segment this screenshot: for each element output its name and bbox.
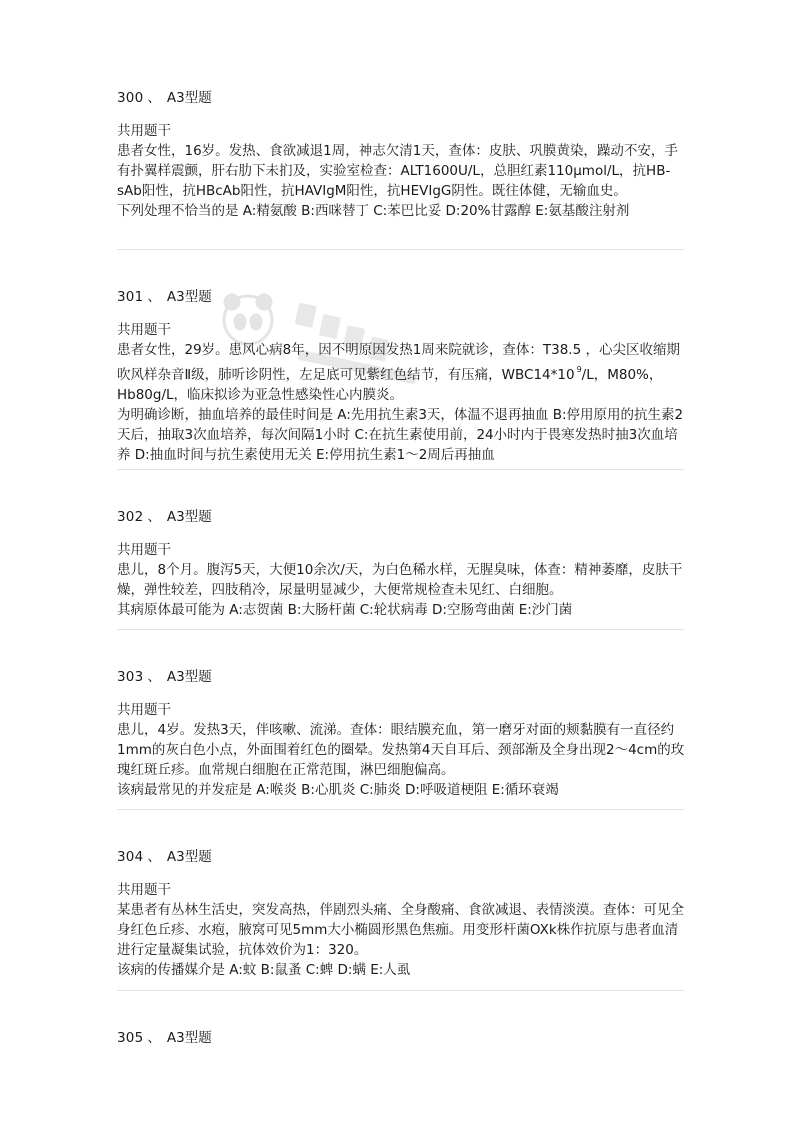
question-separator: 、	[147, 90, 161, 106]
question-text: 该病最常见的并发症是 A:喉炎 B:心肌炎 C:肺炎 D:呼吸道梗阻 E:循环衰竭	[117, 782, 559, 798]
question-type: A3型题	[166, 1030, 212, 1046]
question-header	[117, 88, 687, 108]
superscript: 9	[576, 365, 582, 374]
group-label: 共用题干	[117, 882, 171, 898]
question-number: 302	[117, 509, 144, 525]
question-number: 305	[117, 1030, 144, 1046]
question-number: 300	[117, 90, 144, 106]
question-body	[117, 540, 687, 620]
question-number: 301	[117, 289, 144, 305]
question-stem: 患儿，8个月。腹泻5天，大便10余次/天，为白色稀水样，无腥臭味，体查：精神萎靡，皮肤干燥，弹性较差，四肢稍冷，尿量明显减少，大便常规检查未见红、白细胞。	[117, 562, 683, 598]
question-stem-part: 患者女性，29岁。患风心病8年，因不明原因发热1周来院就诊，查体：T38.5 ，心尖区收缩期吹风样杂音Ⅱ级，肺听诊阴性，左足底可见紫红色结节，有压痛，WBC14*10	[117, 342, 680, 383]
question-header	[117, 847, 687, 867]
question-type: A3型题	[166, 669, 212, 685]
question-header	[117, 287, 687, 307]
question-302	[117, 507, 687, 620]
group-label: 共用题干	[117, 123, 171, 139]
question-body	[117, 880, 687, 980]
divider	[117, 249, 684, 250]
question-separator: 、	[147, 669, 161, 685]
question-type: A3型题	[166, 289, 212, 305]
question-body	[117, 700, 687, 800]
question-body	[117, 121, 687, 221]
question-type: A3型题	[166, 509, 212, 525]
question-separator: 、	[147, 289, 161, 305]
question-header	[117, 667, 687, 687]
question-header	[117, 1028, 687, 1048]
question-stem: 患者女性，16岁。发热、食欲减退1周，神志欠清1天，查体：皮肤、巩膜黄染，躁动不安，手有扑翼样震颤，肝右肋下未扪及，实验室检查：ALT1600U/L，总胆红素110μmol/L，抗HB-sAb阳性，抗HBcAb阳性，抗HAVIgM阳性，抗HEVIgG阴性。既往体健，无输血史。	[117, 143, 678, 199]
question-stem-part: /L，M80%，Hb80g/L，临床拟诊为亚急性感染性心内膜炎。	[117, 367, 663, 403]
question-301	[117, 287, 687, 465]
question-number: 304	[117, 849, 144, 865]
question-300	[117, 88, 687, 221]
question-text: 其病原体最可能为 A:志贺菌 B:大肠杆菌 C:轮状病毒 D:空肠弯曲菌 E:沙门菌	[117, 602, 573, 618]
question-305	[117, 1028, 687, 1048]
group-label: 共用题干	[117, 702, 171, 718]
question-body	[117, 320, 687, 465]
question-stem: 患儿，4岁。发热3天，伴咳嗽、流涕。查体：眼结膜充血，第一磨牙对面的颊黏膜有一直径约1mm的灰白色小点，外面围着红色的圈晕。发热第4天自耳后、颈部渐及全身出现2～4cm的玫瑰红斑丘疹。血常规白细胞在正常范围，淋巴细胞偏高。	[117, 722, 685, 778]
question-type: A3型题	[166, 849, 212, 865]
question-text: 为明确诊断，抽血培养的最佳时间是 A:先用抗生素3天，体温不退再抽血 B:停用原用的抗生素2天后，抽取3次血培养，每次间隔1小时 C:在抗生素使用前，24小时内于畏寒发热时抽3次血培养 D:抽血时间与抗生素使用无关 E:停用抗生素1～2周后再抽血	[117, 407, 684, 463]
question-stem: 某患者有丛林生活史，突发高热，伴剧烈头痛、全身酸痛、食欲减退、表情淡漠。查体：可见全身红色丘疹、水疱，腋窝可见5mm大小椭圆形黑色焦痂。用变形杆菌OXk株作抗原与患者血清进行定量凝集试验，抗体效价为1：320。	[117, 902, 684, 958]
question-stem	[117, 340, 687, 405]
question-304	[117, 847, 687, 980]
question-type: A3型题	[166, 90, 212, 106]
question-303	[117, 667, 687, 800]
question-number: 303	[117, 669, 144, 685]
question-text: 下列处理不恰当的是 A:精氨酸 B:西咪替丁 C:苯巴比妥 D:20%甘露醇 E:氨基酸注射剂	[117, 203, 630, 219]
question-header	[117, 507, 687, 527]
divider	[117, 809, 684, 810]
question-separator: 、	[147, 509, 161, 525]
divider	[117, 990, 684, 991]
group-label: 共用题干	[117, 542, 171, 558]
question-text: 该病的传播媒介是 A:蚊 B:鼠蚤 C:蜱 D:螨 E:人虱	[117, 962, 411, 978]
question-separator: 、	[147, 1030, 161, 1046]
divider	[117, 629, 684, 630]
question-separator: 、	[147, 849, 161, 865]
divider	[117, 469, 684, 470]
group-label: 共用题干	[117, 322, 171, 338]
